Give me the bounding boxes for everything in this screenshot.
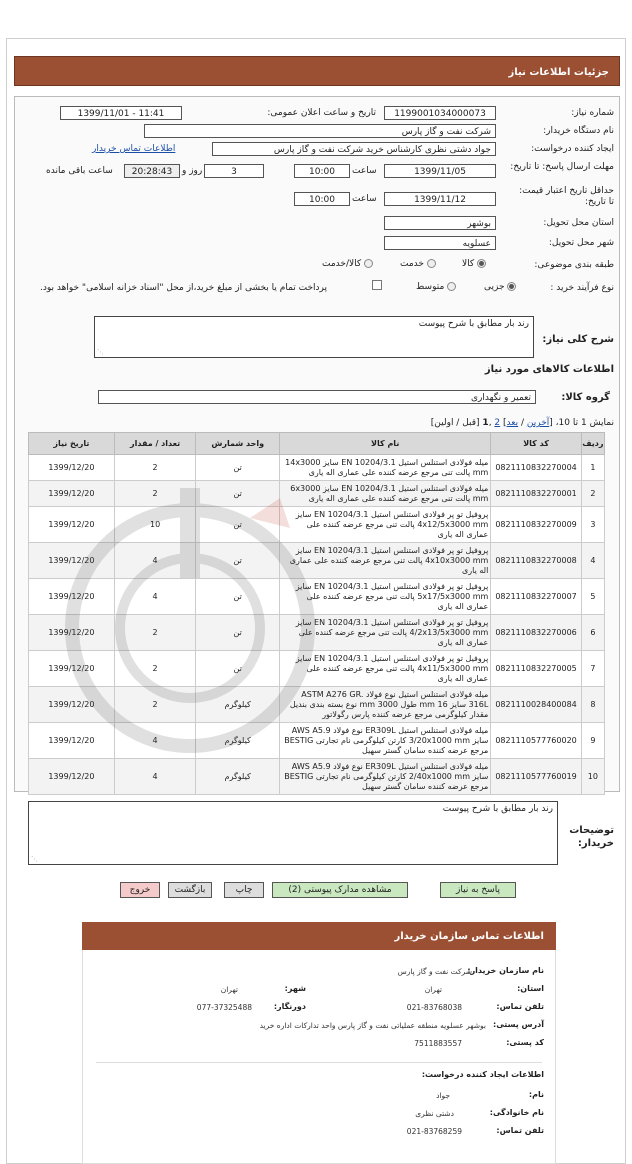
family-value: دشتی نظری <box>415 1109 454 1118</box>
cell-row: 9 <box>581 723 604 759</box>
cell-name: میله فولادی استنلس استیل EN 10204/3.1 سایز 6x3000 mm پالت تنی مرجع عرضه کننده علی عماری اله یاری <box>280 481 491 507</box>
attachments-button[interactable]: مشاهده مدارک پیوستی (2) <box>272 882 408 898</box>
contact-panel <box>82 922 556 1164</box>
table-row <box>29 615 605 651</box>
fax-label: دورنگار: <box>273 1002 306 1011</box>
cell-date: 1399/12/20 <box>29 543 115 579</box>
city-field: عسلویه <box>384 236 496 250</box>
cell-qty: 2 <box>114 615 196 651</box>
radio-selected-icon <box>477 259 486 268</box>
col-unit: واحد شمارش <box>196 433 280 455</box>
category-option-goods-service[interactable]: کالا/خدمت <box>322 259 373 269</box>
cell-unit: کیلوگرم <box>196 759 280 795</box>
postal-value: 7511883557 <box>414 1039 462 1048</box>
cell-date: 1399/12/20 <box>29 615 115 651</box>
cell-code: 0821110832270001 <box>491 481 581 507</box>
cell-unit: تن <box>196 507 280 543</box>
creator-field: جواد دشتی نظری کارشناس خرید شرکت نفت و گاز پارس <box>212 142 496 156</box>
org-value: شرکت نفت و گاز پارس <box>397 967 472 976</box>
pager-page-2-link[interactable]: 2 <box>494 418 501 428</box>
cell-row: 2 <box>581 481 604 507</box>
city-contact-value: تهران <box>220 985 238 994</box>
general-desc-label: شرح کلی نیاز: <box>542 334 614 345</box>
phone-value: 021-83768038 <box>406 1003 462 1012</box>
cell-date: 1399/12/20 <box>29 687 115 723</box>
remaining-time-field: 20:28:43 <box>124 164 180 178</box>
cell-date: 1399/12/20 <box>29 579 115 615</box>
cell-name: میله فولادی استنلس استیل EN 10204/3.1 سایز 14x3000 mm پالت تنی مرجع عرضه کننده علی عماری اله یاری <box>280 455 491 481</box>
family-label: نام خانوادگی: <box>489 1108 544 1117</box>
items-table <box>28 432 605 795</box>
cell-date: 1399/12/20 <box>29 651 115 687</box>
org-label: نام سازمان خریدار: <box>467 966 544 975</box>
days-field: 3 <box>204 164 264 178</box>
reply-time-label: ساعت <box>352 166 377 176</box>
announce-field: 1399/11/01 - 11:41 <box>60 106 182 120</box>
reply-deadline-label: مهلت ارسال پاسخ: تا تاریخ: <box>510 162 614 172</box>
cell-date: 1399/12/20 <box>29 481 115 507</box>
cell-code: 0821110832270008 <box>491 543 581 579</box>
name-label: نام: <box>528 1090 544 1099</box>
table-row <box>29 759 605 795</box>
cell-row: 6 <box>581 615 604 651</box>
province-contact-value: تهران <box>424 985 442 994</box>
cell-row: 3 <box>581 507 604 543</box>
cell-row: 5 <box>581 579 604 615</box>
cell-unit: تن <box>196 543 280 579</box>
validity-time-field: 10:00 <box>294 192 350 206</box>
creator-info-title: اطلاعات ایجاد کننده درخواست: <box>421 1070 544 1079</box>
buyer-field: شرکت نفت و گاز پارس <box>144 124 496 138</box>
radio-icon <box>447 282 456 291</box>
reply-time-field: 10:00 <box>294 164 350 178</box>
category-option-service[interactable]: خدمت <box>400 259 436 269</box>
phone-label: تلفن تماس: <box>496 1002 544 1011</box>
cell-code: 0821110577760020 <box>491 723 581 759</box>
cell-name: پروفیل تو پر فولادی استنلس استیل EN 10204/3.1 سایز 4x12/5x3000 mm پالت تنی مرجع عرضه کننده علی عماری اله یاری <box>280 507 491 543</box>
table-row <box>29 481 605 507</box>
cell-code: 0821110832270005 <box>491 651 581 687</box>
need-number-label: شماره نیاز: <box>571 108 614 118</box>
col-code: کد کالا <box>491 433 581 455</box>
cell-code: 0821110832270007 <box>491 579 581 615</box>
cell-row: 4 <box>581 543 604 579</box>
cell-row: 8 <box>581 687 604 723</box>
cell-unit: کیلوگرم <box>196 723 280 759</box>
cell-unit: تن <box>196 615 280 651</box>
table-row <box>29 579 605 615</box>
cell-code: 0821110832270004 <box>491 455 581 481</box>
cell-code: 0821110028400084 <box>491 687 581 723</box>
goods-info-title: اطلاعات کالاهای مورد نیاز <box>484 364 614 375</box>
cell-unit: تن <box>196 579 280 615</box>
divider <box>96 1062 542 1063</box>
city-label: شهر محل تحویل: <box>548 238 614 248</box>
radio-icon <box>427 259 436 268</box>
cell-unit: تن <box>196 455 280 481</box>
postal-label: کد پستی: <box>506 1038 544 1047</box>
province-field: بوشهر <box>384 216 496 230</box>
announce-label: تاریخ و ساعت اعلان عمومی: <box>267 108 376 118</box>
creator-phone-label: تلفن تماس: <box>496 1126 544 1135</box>
cell-qty: 4 <box>114 543 196 579</box>
col-qty: تعداد / مقدار <box>114 433 196 455</box>
buyer-label: نام دستگاه خریدار: <box>543 126 614 136</box>
cell-name: پروفیل تو پر فولادی استنلس استیل EN 10204/3.1 سایز 4x11/5x3000 mm پالت تنی مرجع عرضه کننده علی عماری اله یاری <box>280 651 491 687</box>
cell-date: 1399/12/20 <box>29 455 115 481</box>
need-number-field: 1199001034000073 <box>384 106 496 120</box>
cell-name: میله فولادی استنلس استیل نوع فولاد ASTM A276 GR. 316L سایز 16 mm طول 3000 mm نوع بسته بندی بندیل مقدار کیلوگرمی مرجع عرضه کننده پارس رگولاتور <box>280 687 491 723</box>
cell-code: 0821110577760019 <box>491 759 581 795</box>
table-row <box>29 687 605 723</box>
cell-qty: 2 <box>114 687 196 723</box>
buyer-notes-label: توضیحات خریدار: <box>569 825 614 849</box>
resize-handle-icon: ⋰ <box>97 348 104 356</box>
address-label: آدرس پستی: <box>493 1020 544 1029</box>
cell-row: 7 <box>581 651 604 687</box>
cell-name: پروفیل تو پر فولادی استنلس استیل EN 10204/3.1 سایز 4/2x13/5x3000 mm پالت تنی مرجع عرضه کننده علی عماری اله یاری <box>280 615 491 651</box>
cell-qty: 2 <box>114 651 196 687</box>
pager: نمایش 1 تا 10، [آخرین / بعد] 2 ,1 [قبل / اولین] <box>430 418 614 428</box>
cell-qty: 4 <box>114 723 196 759</box>
buyer-notes-textarea[interactable] <box>28 801 558 865</box>
pager-page-1: 1 <box>482 418 489 428</box>
buyer-notes-text: رند بار مطابق با شرح پیوست <box>442 804 553 814</box>
cell-qty: 10 <box>114 507 196 543</box>
items-table-body <box>29 455 605 795</box>
category-option-goods[interactable]: کالا <box>462 259 486 269</box>
payment-note: پرداخت تمام یا بخشی از مبلغ خرید،از محل "اسناد خزانه اسلامی" خواهد بود. <box>40 283 328 293</box>
province-label: استان محل تحویل: <box>543 218 614 228</box>
category-label: طبقه بندی موضوعی: <box>534 260 614 270</box>
col-name: نام کالا <box>280 433 491 455</box>
table-header-row <box>29 433 605 455</box>
name-value: جواد <box>436 1091 450 1100</box>
cell-row: 10 <box>581 759 604 795</box>
table-row <box>29 723 605 759</box>
pager-next-link[interactable]: بعد <box>506 418 519 428</box>
validity-label: حداقل تاریخ اعتبار قیمت: تا تاریخ: <box>519 186 614 207</box>
general-desc-text: رند بار مطابق با شرح پیوست <box>418 319 529 329</box>
radio-selected-icon <box>507 282 516 291</box>
cell-row: 1 <box>581 455 604 481</box>
radio-icon <box>364 259 373 268</box>
remaining-label: ساعت باقی مانده <box>46 166 113 176</box>
validity-time-label: ساعت <box>352 194 377 204</box>
group-field: تعمیر و نگهداری <box>98 390 536 404</box>
cell-code: 0821110832270009 <box>491 507 581 543</box>
cell-name: میله فولادی استنلس استیل ER309L نوع فولاد AWS A5.9 سایز 3/20x1000 mm کارتن کیلوگرمی نام تجارتی BESTIG مرجع عرضه کننده سامان گستر سهیل <box>280 723 491 759</box>
buyer-contact-link[interactable]: اطلاعات تماس خریدار <box>92 144 176 154</box>
fax-value: 077-37325488 <box>196 1003 252 1012</box>
cell-unit: کیلوگرم <box>196 687 280 723</box>
back-button[interactable]: بازگشت <box>168 882 212 898</box>
cell-name: پروفیل تو پر فولادی استنلس استیل EN 10204/3.1 سایز 5x17/5x3000 mm پالت تنی مرجع عرضه کننده علی عماری اله یاری <box>280 579 491 615</box>
city-contact-label: شهر: <box>284 984 306 993</box>
province-contact-label: استان: <box>517 984 544 993</box>
cell-date: 1399/12/20 <box>29 723 115 759</box>
cell-qty: 2 <box>114 481 196 507</box>
creator-label: ایجاد کننده درخواست: <box>531 144 614 154</box>
cell-date: 1399/12/20 <box>29 507 115 543</box>
pager-last-link[interactable]: آخرین <box>526 418 550 428</box>
table-row <box>29 651 605 687</box>
table-row <box>29 455 605 481</box>
cell-name: پروفیل تو پر فولادی استنلس استیل EN 10204/3.1 سایز 4x10x3000 mm پالت تنی مرجع عرضه کننده علی عماری اله یاری <box>280 543 491 579</box>
days-label: روز و <box>182 166 203 176</box>
col-row: ردیف <box>581 433 604 455</box>
cell-qty: 4 <box>114 579 196 615</box>
general-desc-textarea[interactable] <box>94 316 534 358</box>
cell-date: 1399/12/20 <box>29 759 115 795</box>
validity-date-field: 1399/11/12 <box>384 192 496 206</box>
reply-button[interactable]: پاسخ به نیاز <box>440 882 516 898</box>
table-row <box>29 543 605 579</box>
contact-title: اطلاعات تماس سازمان خریدار <box>82 922 556 950</box>
creator-phone-value: 021-83768259 <box>406 1127 462 1136</box>
treasury-checkbox[interactable] <box>372 280 382 290</box>
cell-code: 0821110832270006 <box>491 615 581 651</box>
cell-qty: 4 <box>114 759 196 795</box>
reply-date-field: 1399/11/05 <box>384 164 496 178</box>
group-label: گروه کالا: <box>561 392 610 403</box>
address-value: بوشهر عسلویه منطقه عملیاتی نفت و گاز پارس واحد تدارکات اداره خرید <box>259 1021 486 1030</box>
process-option-minor[interactable]: جزیی <box>484 282 516 292</box>
cell-unit: تن <box>196 481 280 507</box>
resize-handle-icon: ⋰ <box>31 855 38 863</box>
cell-qty: 2 <box>114 455 196 481</box>
cell-name: میله فولادی استنلس استیل ER309L نوع فولاد AWS A5.9 سایز 2/40x1000 mm کارتن کیلوگرمی نام تجارتی BESTIG مرجع عرضه کننده سامان گستر سهیل <box>280 759 491 795</box>
process-label: نوع فرآیند خرید : <box>550 283 614 293</box>
print-button[interactable]: چاپ <box>224 882 264 898</box>
exit-button[interactable]: خروج <box>120 882 160 898</box>
col-date: تاریخ نیاز <box>29 433 115 455</box>
process-option-medium[interactable]: متوسط <box>416 282 456 292</box>
cell-unit: تن <box>196 651 280 687</box>
table-row <box>29 507 605 543</box>
page-title: جزئیات اطلاعات نیاز <box>14 56 620 86</box>
